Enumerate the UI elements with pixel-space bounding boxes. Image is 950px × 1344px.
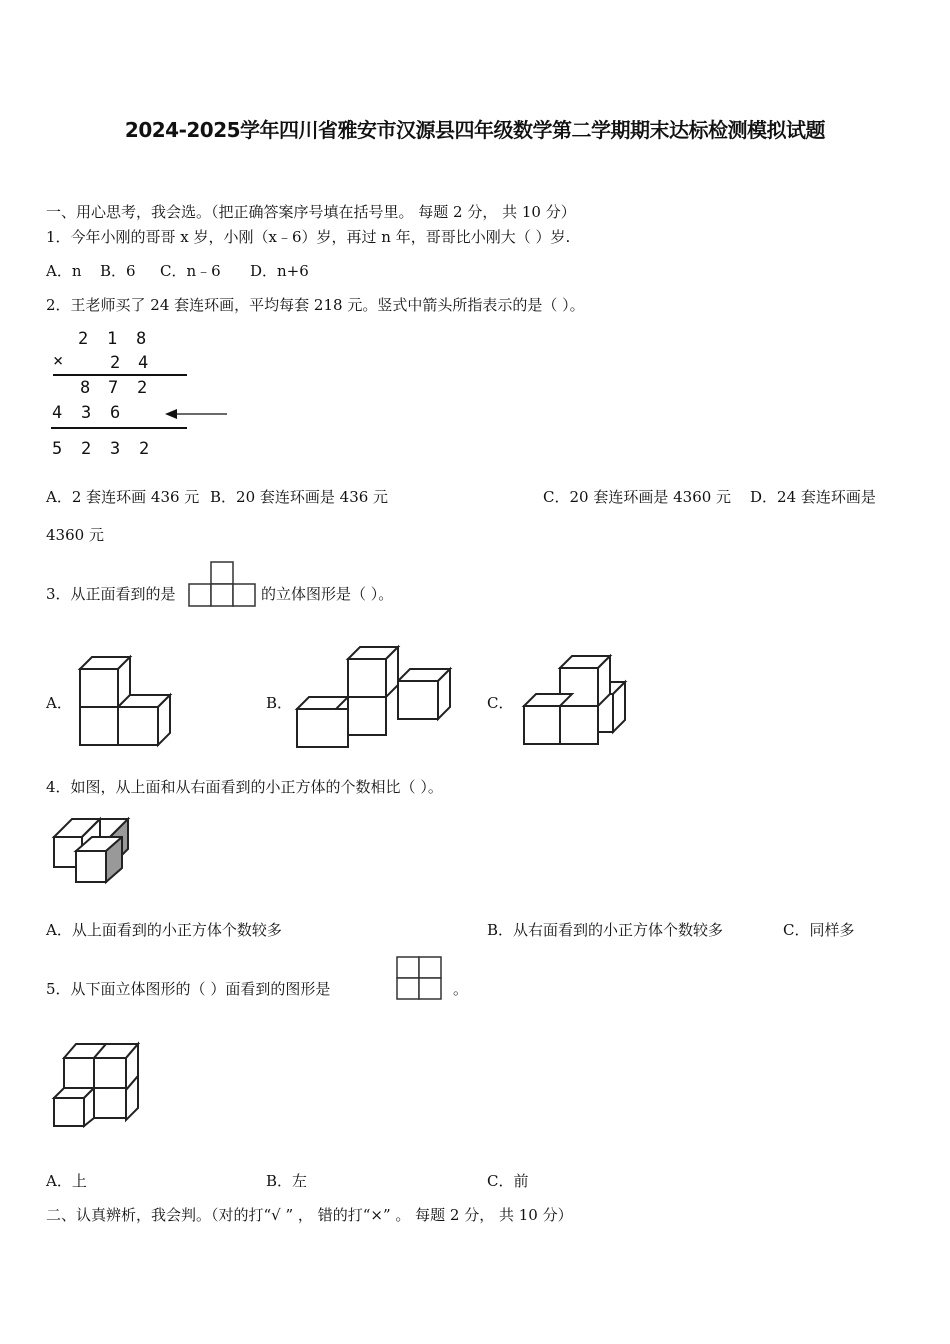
q4-option-b: B．从右面看到的小正方体个数较多 [487,921,724,939]
calc-rule [51,427,187,429]
q3-option-b-label: B． [266,694,293,712]
q5-stem-before: 5．从下面立体图形的（ ）面看到的图形是 [46,980,331,998]
calc-digit: 4 [52,403,63,423]
q5-option-c: C．前 [487,1172,529,1190]
calc-digit: 1 [107,329,118,349]
calc-digit: 6 [110,403,121,423]
q5-cubes-figure [52,1040,146,1128]
q2-stem: 2．王老师买了 24 套连环画，平均每套 218 元。竖式中箭头所指表示的是（ ）。 [46,296,585,314]
q4-cubes-figure [52,815,136,887]
q4-stem: 4．如图，从上面和从右面看到的小正方体的个数相比（ ）。 [46,778,443,796]
q3-option-a-cubes-figure [78,656,178,750]
q1-option-d: D．n+6 [250,262,309,280]
q4-option-a: A．从上面看到的小正方体个数较多 [46,921,282,939]
q3-stem-after: 的立体图形是（ ）。 [261,585,394,603]
page-title: 2024-2025学年四川省雅安市汉源县四年级数学第二学期期末达标检测模拟试题 [124,118,826,142]
calc-digit: 4 [138,353,149,373]
calc-rule [53,374,187,376]
calc-digit: 2 [110,353,121,373]
calc-digit: 2 [139,439,150,459]
q3-option-a-label: A． [46,694,72,712]
calc-digit: 8 [136,329,147,349]
calc-digit: 2 [78,329,89,349]
calc-digit: 2 [137,378,148,398]
q2-option-c: C．20 套连环画是 4360 元 [543,488,732,506]
calc-digit: 7 [108,378,119,398]
section1-heading: 一、用心思考，我会选。（把正确答案序号填在括号里。 每题 2 分， 共 10 分） [46,203,576,221]
calc-digit: 3 [110,439,121,459]
q3-option-c-label: C． [487,694,514,712]
q2-option-b: B．20 套连环画是 436 元 [210,488,389,506]
q4-option-c: C．同样多 [783,921,855,939]
q1-option-b: B．6 [100,262,136,280]
q3-option-b-cubes-figure [295,644,455,752]
q5-stem-after: 。 [453,980,469,998]
front-view-grid-icon [188,561,258,609]
q1-stem: 1．今年小刚的哥哥 x 岁，小刚（x﹣6）岁，再过 n 年，哥哥比小刚大（ ）岁. [46,228,571,246]
q5-option-b: B．左 [266,1172,308,1190]
q1-option-a: A．n [46,262,82,280]
multiply-sign: × [53,351,64,371]
calc-digit: 5 [52,439,63,459]
q2-option-d: D．24 套连环画是 [750,488,876,506]
q2-option-a: A．2 套连环画 436 元 [46,488,200,506]
view-grid-2x2-icon [396,956,446,1002]
q3-option-c-cubes-figure [522,653,630,749]
calc-digit: 8 [80,378,91,398]
arrow-left-icon [165,406,229,422]
calc-digit: 3 [81,403,92,423]
calc-digit: 2 [81,439,92,459]
q3-stem-before: 3．从正面看到的是 [46,585,176,603]
q1-option-c: C．n﹣6 [160,262,221,280]
q5-option-a: A．上 [46,1172,87,1190]
q2-option-d-continued: 4360 元 [46,526,104,544]
section2-heading: 二、认真辨析，我会判。（对的打“√ ” ， 错的打“×” 。 每题 2 分， 共 10 分） [46,1206,573,1224]
